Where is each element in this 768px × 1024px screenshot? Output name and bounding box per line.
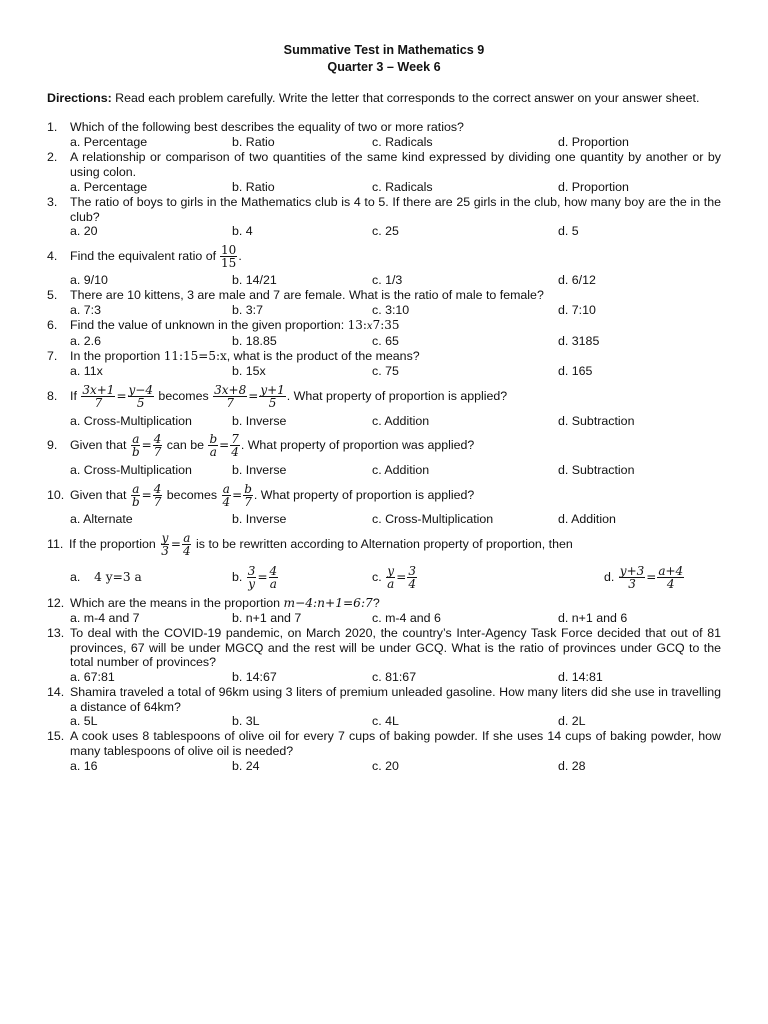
question-number: 12. bbox=[47, 596, 65, 610]
question-number: 14. bbox=[47, 685, 65, 699]
option-b: b. n+1 and 7 bbox=[232, 611, 302, 625]
question-text: There are 10 kittens, 3 are male and 7 are female. What is the ratio of male to female? bbox=[70, 288, 544, 302]
question-number: 2. bbox=[47, 150, 58, 164]
option-a: a. 20 bbox=[70, 224, 98, 238]
option-a: a. 7:3 bbox=[70, 303, 102, 317]
question-text: If $\frac{3x+1}{7}$ = $\frac{y-4}{5}$ becomes $\frac{3x+8}{7}$ = $\frac{y+1}{5}$ . What property of proportion is applied? bbox=[70, 382, 508, 410]
fraction: $\frac{y}{3}$ bbox=[161, 530, 169, 558]
option-b: b. 14:67 bbox=[232, 670, 277, 684]
option-d: d. Addition bbox=[558, 512, 616, 526]
fraction: $\frac{a}{4}$ bbox=[182, 530, 191, 558]
question-text: Given that $\frac{a}{b}$ = $\frac{4}{7}$ can be $\frac{b}{a}$ = $\frac{7}{4}$ . What property of proportion was applied? bbox=[70, 431, 475, 459]
option-d: d. n+1 and 6 bbox=[558, 611, 628, 625]
option-b: b. 14/21 bbox=[232, 273, 277, 287]
question-text: Which of the following best describes the equality of two or more ratios? bbox=[70, 120, 464, 134]
question-number: 1. bbox=[47, 120, 58, 134]
option-a: a. Alternate bbox=[70, 512, 133, 526]
question-stem: Find the equivalent ratio of bbox=[70, 248, 217, 263]
option-d: d. 3185 bbox=[558, 334, 600, 348]
option-b: b. 18.85 bbox=[232, 334, 277, 348]
question-number: 11. bbox=[47, 537, 64, 551]
option-c: c. 75 bbox=[372, 364, 399, 378]
option-d: d. 28 bbox=[558, 759, 586, 773]
option-c: c. 20 bbox=[372, 759, 399, 773]
option-b: b. Inverse bbox=[232, 463, 287, 477]
option-a: a. Cross-Multiplication bbox=[70, 414, 192, 428]
fraction: $\frac{a+4}{4}$ bbox=[658, 563, 684, 591]
question-number: 3. bbox=[47, 195, 58, 209]
fraction: $\frac{y+3}{3}$ bbox=[619, 563, 645, 591]
option-c: c. $\frac{y}{a}$ = $\frac{3}{4}$ bbox=[372, 563, 416, 591]
option-a: a. Cross-Multiplication bbox=[70, 463, 192, 477]
question-text: Find the equivalent ratio of $\frac{10}{15}$ . bbox=[70, 242, 242, 270]
option-c: c. 1/3 bbox=[372, 273, 403, 287]
option-b: b. 4 bbox=[232, 224, 253, 238]
question-text: Given that $\frac{a}{b}$ = $\frac{4}{7}$ becomes $\frac{a}{4}$ = $\frac{b}{7}$ . What property of proportion is applied? bbox=[70, 481, 475, 509]
question-text: To deal with the COVID-19 pandemic, on March 2020, the country’s Inter-Agency Task Force decided that out of 81 provinces, 67 will be under MGCQ and the rest will be under GCQ. What is the ratio of provinces under GCQ to the total number of provinces? bbox=[70, 626, 721, 670]
question-text: Shamira traveled a total of 96km using 3 liters of premium unleaded gasoline. How many liters did she use in travelling a distance of 64km? bbox=[70, 685, 721, 714]
fraction: $\frac{y}{a}$ bbox=[387, 563, 395, 591]
option-c: c. 65 bbox=[372, 334, 399, 348]
option-d: d. Proportion bbox=[558, 135, 629, 149]
fraction: $\frac{b}{7}$ bbox=[244, 481, 252, 509]
fraction: $\frac{4}{a}$ bbox=[269, 563, 278, 591]
option-a: a. 4 y=3 a bbox=[70, 570, 142, 584]
directions bbox=[47, 91, 721, 106]
question-text: The ratio of boys to girls in the Mathematics club is 4 to 5. If there are 25 girls in the club, how many boy are the in the club? bbox=[70, 195, 721, 224]
option-a: a. 5L bbox=[70, 714, 98, 728]
fraction: $\frac{3}{y}$ bbox=[247, 563, 256, 591]
page-title: Summative Test in Mathematics 9 bbox=[283, 43, 485, 57]
option-d: d. 165 bbox=[558, 364, 593, 378]
option-b: b. 3L bbox=[232, 714, 260, 728]
question-number: 7. bbox=[47, 349, 58, 363]
option-b: b. Ratio bbox=[232, 180, 275, 194]
option-d: d. Proportion bbox=[558, 180, 629, 194]
option-a: a. Percentage bbox=[70, 135, 148, 149]
option-a: a. 9/10 bbox=[70, 273, 108, 287]
option-c: c. Radicals bbox=[372, 135, 433, 149]
option-d: d. 5 bbox=[558, 224, 579, 238]
question-number: 10. bbox=[47, 488, 65, 502]
option-a: a. m-4 and 7 bbox=[70, 611, 140, 625]
option-c: c. 4L bbox=[372, 714, 399, 728]
option-a: a. 67:81 bbox=[70, 670, 115, 684]
fraction: $\frac{y-4}{5}$ bbox=[128, 382, 153, 410]
option-d: d. Subtraction bbox=[558, 463, 635, 477]
option-a: a. 11x bbox=[70, 364, 103, 378]
option-c: c. m-4 and 6 bbox=[372, 611, 441, 625]
option-c: c. Cross-Multiplication bbox=[372, 512, 494, 526]
option-d: d. $\frac{y+3}{3}$ = $\frac{a+4}{4}$ bbox=[604, 563, 684, 591]
question-number: 6. bbox=[47, 318, 58, 332]
option-a: a. Percentage bbox=[70, 180, 148, 194]
directions-text: Read each problem carefully. Write the letter that corresponds to the correct answer on your answer sheet. bbox=[111, 91, 700, 105]
option-c: c. Addition bbox=[372, 414, 430, 428]
fraction: $\frac{3}{4}$ bbox=[408, 563, 416, 591]
option-b: b. $\frac{3}{y}$ = $\frac{4}{a}$ bbox=[232, 563, 278, 591]
option-c: c. 25 bbox=[372, 224, 399, 238]
fraction: $\frac{a}{b}$ bbox=[131, 481, 140, 509]
directions-label: Directions: bbox=[47, 91, 112, 105]
option-c: c. 3:10 bbox=[372, 303, 410, 317]
question-number: 9. bbox=[47, 438, 58, 452]
question-text: If the proportion $\frac{y}{3}$ = $\frac{a}{4}$ is to be rewritten according to Alternation property of proportion, then bbox=[69, 530, 573, 558]
fraction: $\frac{b}{a}$ bbox=[209, 431, 218, 459]
option-c: c. Addition bbox=[372, 463, 430, 477]
fraction: $\frac{4}{7}$ bbox=[153, 481, 162, 509]
fraction: $\frac{3x+1}{7}$ bbox=[82, 382, 115, 410]
fraction: $\frac{a}{b}$ bbox=[131, 431, 140, 459]
fraction: $\frac{10}{15}$ bbox=[221, 242, 237, 270]
question-number: 5. bbox=[47, 288, 58, 302]
question-text: Find the value of unknown in the given proportion: 13:x7:35 bbox=[70, 318, 400, 332]
fraction: $\frac{a}{4}$ bbox=[222, 481, 231, 509]
question-number: 8. bbox=[47, 389, 58, 403]
option-d: d. 7:10 bbox=[558, 303, 596, 317]
option-b: b. Ratio bbox=[232, 135, 275, 149]
question-text: In the proportion 11:15=5:x, what is the product of the means? bbox=[70, 349, 420, 363]
question-text: Which are the means in the proportion m−4:n+1=6:7? bbox=[70, 596, 380, 610]
option-d: d. 6/12 bbox=[558, 273, 596, 287]
fraction: $\frac{7}{4}$ bbox=[231, 431, 239, 459]
option-a: a. 2.6 bbox=[70, 334, 102, 348]
option-b: b. 24 bbox=[232, 759, 260, 773]
question-number: 15. bbox=[47, 729, 65, 743]
question-text: A relationship or comparison of two quantities of the same kind expressed by dividing one quantity by another or by using colon. bbox=[70, 150, 721, 179]
option-a: a. 16 bbox=[70, 759, 98, 773]
fraction: $\frac{4}{7}$ bbox=[153, 431, 162, 459]
option-d: d. Subtraction bbox=[558, 414, 635, 428]
question-number: 4. bbox=[47, 249, 58, 263]
option-d: d. 2L bbox=[558, 714, 586, 728]
option-c: c. Radicals bbox=[372, 180, 433, 194]
page-subtitle: Quarter 3 – Week 6 bbox=[327, 60, 441, 74]
option-b: b. 15x bbox=[232, 364, 266, 378]
question-text: A cook uses 8 tablespoons of olive oil for every 7 cups of baking powder. If she uses 14 cups of baking powder, how many tablespoons of olive oil is needed? bbox=[70, 729, 721, 758]
fraction: $\frac{3x+8}{7}$ bbox=[214, 382, 247, 410]
question-number: 13. bbox=[47, 626, 65, 640]
fraction: $\frac{y+1}{5}$ bbox=[260, 382, 285, 410]
option-b: b. Inverse bbox=[232, 512, 287, 526]
option-b: b. Inverse bbox=[232, 414, 287, 428]
option-c: c. 81:67 bbox=[372, 670, 417, 684]
option-d: d. 14:81 bbox=[558, 670, 603, 684]
option-b: b. 3:7 bbox=[232, 303, 264, 317]
